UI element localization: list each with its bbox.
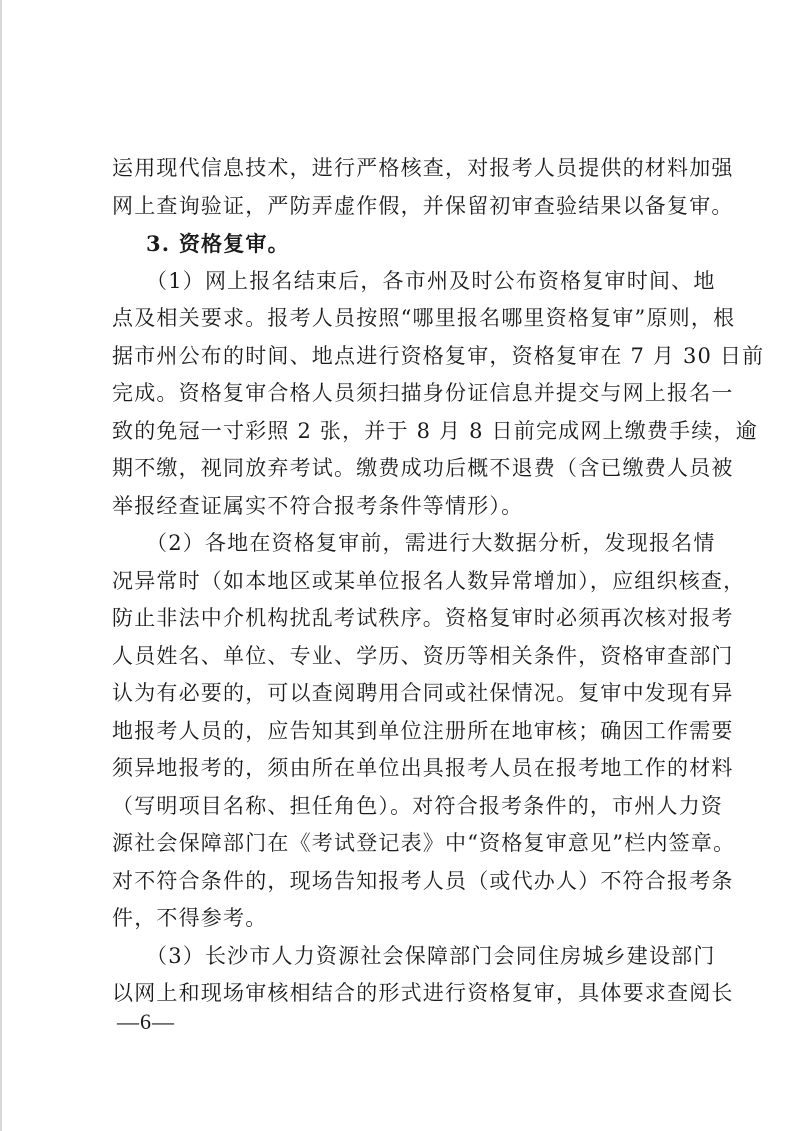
text-line: 地报考人员的，应告知其到单位注册所在地审核；确因工作需要	[112, 718, 734, 743]
text-line: 运用现代信息技术，进行严格核查，对报考人员提供的材料加强	[112, 156, 734, 180]
text-line: 况异常时（如本地区或某单位报名人数异常增加），应组织核查，	[112, 568, 746, 593]
paragraph-start: （2）各地在资格复审前，需进行大数据分析，发现报名情	[146, 531, 716, 555]
text-line: 对不符合条件的，现场告知报考人员（或代办人）不符合报考条	[112, 868, 734, 893]
text-line: （写明项目名称、担任角色）。对符合报考条件的，市州人力资	[112, 793, 724, 818]
text-line: 致的免冠一寸彩照 2 张，并于 8 月 8 日前完成网上缴费手续，逾	[112, 418, 758, 443]
text-line: 人员姓名、单位、专业、学历、资历等相关条件，资格审查部门	[112, 643, 734, 668]
text-line: 举报经查证属实不符合报考条件等情形）。	[112, 493, 524, 518]
text-line: 件，不得参考。	[112, 906, 268, 930]
text-line: 防止非法中介机构扰乱考试秩序。资格复审时必须再次核对报考	[112, 606, 734, 630]
text-line: 网上查询验证，严防弄虚作假，并保留初审查验结果以备复审。	[112, 193, 734, 218]
text-line: 以网上和现场审核相结合的形式进行资格复审，具体要求查阅长	[112, 981, 734, 1005]
text-line: 须异地报考的，须由所在单位出具报考人员在报考地工作的材料	[112, 756, 734, 780]
text-line: 认为有必要的，可以查阅聘用合同或社保情况。复审中发现有异	[112, 681, 734, 705]
section-heading: 3. 资格复审。	[146, 231, 290, 256]
page-number: —6—	[117, 1009, 175, 1034]
paragraph-start: （1）网上报名结束后，各市州及时公布资格复审时间、地	[146, 268, 716, 293]
text-line: 完成。资格复审合格人员须扫描身份证信息并提交与网上报名一	[112, 381, 734, 405]
text-line: 期不缴，视同放弃考试。缴费成功后概不退费（含已缴费人员被	[112, 456, 734, 480]
text-line: 点及相关要求。报考人员按照“哪里报名哪里资格复审”原则，根	[112, 306, 736, 330]
text-line: 据市州公布的时间、地点进行资格复审，资格复审在 7 月 30 日前	[112, 343, 765, 368]
scan-edge	[0, 0, 2, 1131]
document-body	[112, 150, 765, 1013]
text-line: 源社会保障部门在《考试登记表》中“资格复审意见”栏内签章。	[112, 831, 736, 855]
paragraph-start: （3）长沙市人力资源社会保障部门会同住房城乡建设部门	[146, 943, 716, 968]
